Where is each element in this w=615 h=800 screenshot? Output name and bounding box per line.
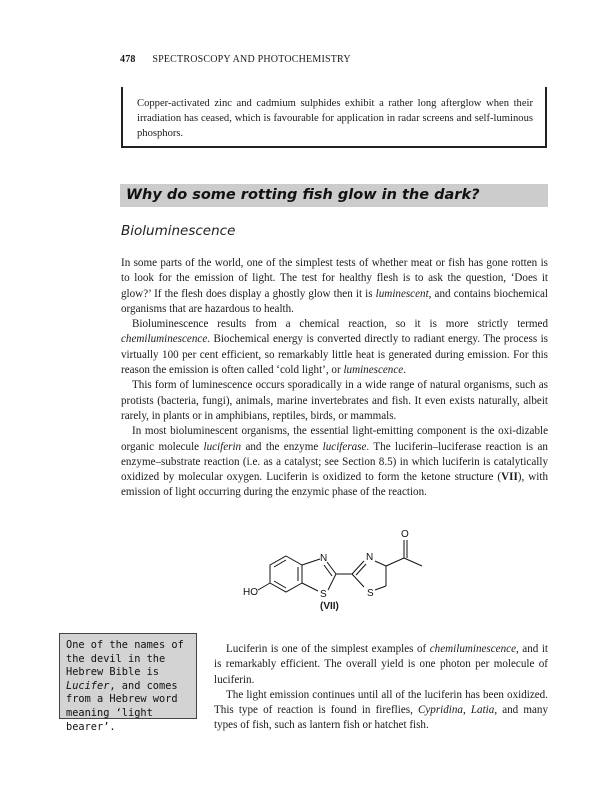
paragraph: This form of luminescence occurs sporadically in a wide range of natural organisms, such as protists (bacteria, fungi), animals, marine invertebrates and fish. It even exists naturally, albeit rarely, in plants or in amphibians, reptiles, birds, or mammals. [121,379,548,422]
subheading: Bioluminescence [121,223,236,239]
margin-note: One of the names of the devil in the Hebrew Bible is Lucifer, and comes from a Hebrew word meaning ‘light bearer’. [59,633,197,719]
structure-label: (VII) [320,601,339,612]
paragraph: The light emission continues until all of the luciferin has been oxidized. This type of reaction is found in fireflies, Cypridina, Latia, and many types of fish, such as lantern fish or hatchet fish. [214,688,548,732]
paragraph: In most bioluminescent organisms, the essential light-emitting component is the oxi-dizable organic molecule luciferin and the enzyme luciferase. The luciferin–luciferase reaction is an enzyme–substrate reaction (i.e. as a catalyst; see Section 8.5) in which luciferin is catalytically oxidized by molecular oxygen. Luciferin is oxidized to form the ketone structure (VII), with emission of light occurring during the enzymic phase of the reaction. [121,425,549,499]
paragraph: Luciferin is one of the simplest examples of chemiluminescence, and it is remarkably efficient. The overall yield is one photon per molecule of luciferin. [214,643,548,686]
chemical-structure [240,520,440,620]
question-heading: Why do some rotting fish glow in the dark? [120,184,548,207]
running-header [120,54,351,65]
paragraph: In some parts of the world, one of the simplest tests of whether meat or fish has gone rotten is to look for the emission of light. The test for healthy flesh is to ask the question, ‘Does it glow?’ If the flesh does display a ghostly glow then it is luminescent, and contains biochemical organisms that are hazardous to health. [121,257,548,315]
atom-label: N [320,553,328,564]
paragraph: Bioluminescence results from a chemical reaction, so it is more strictly termed chemiluminescence. Biochemical energy is converted directly to radiant energy. The process is virtually 100 per cent efficient, so remarkably little heat is generated during emission. For this reason the emission is often called ‘cold light’, or luminescence. [121,318,548,377]
atom-label: S [367,588,374,599]
running-title: SPECTROSCOPY AND PHOTOCHEMISTRY [152,54,351,65]
atom-label: HO [243,587,258,598]
main-text [121,256,548,501]
boxed-note: Copper-activated zinc and cadmium sulphides exhibit a rather long afterglow when their irradiation has ceased, which is favourable for application in radar screens and self-luminous phosphors. [121,87,547,148]
atom-label: N [366,552,374,563]
atom-label: O [401,529,409,540]
page-number: 478 [120,54,136,65]
atom-label: S [320,589,327,600]
continued-text [214,642,548,734]
